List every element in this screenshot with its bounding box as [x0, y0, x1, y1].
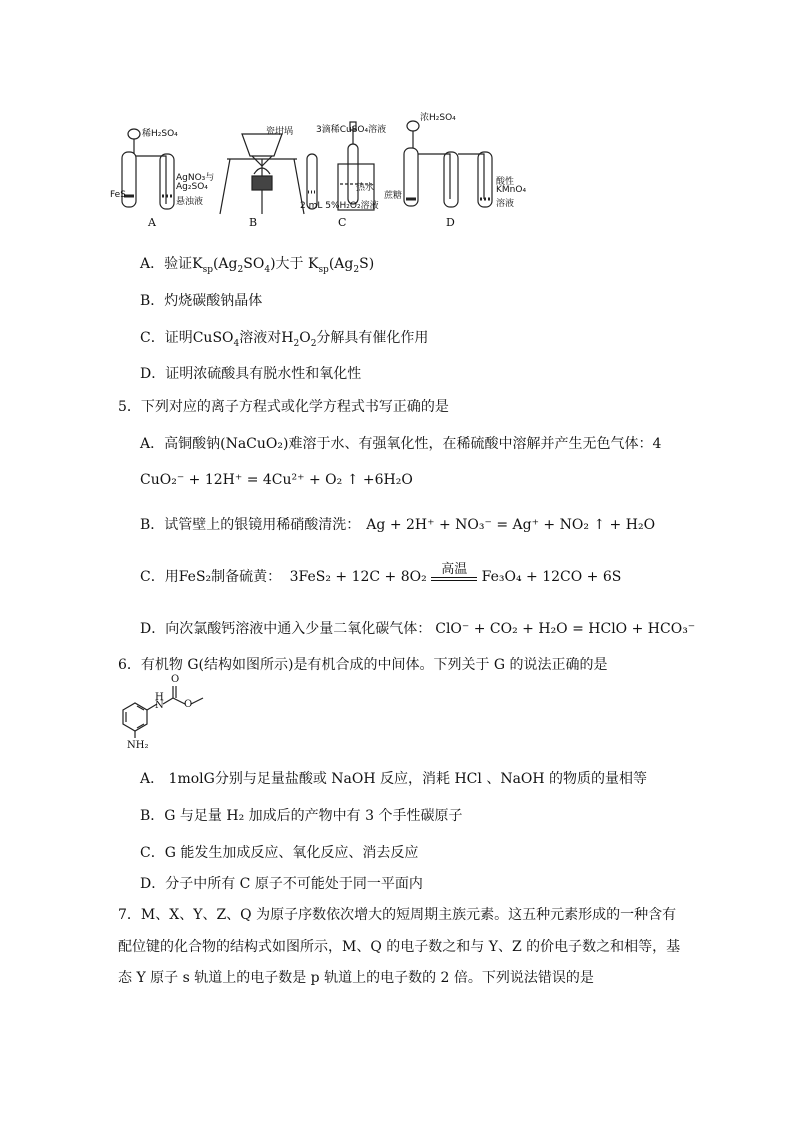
q5-stem: 5．下列对应的离子方程式或化学方程式书写正确的是 — [118, 399, 449, 415]
label-a-sol3: 悬浊液 — [176, 197, 204, 207]
q7-line3: 态 Y 原子 s 轨道上的电子数是 p 轨道上的电子数的 2 倍。下列说法错误的是 — [118, 970, 594, 986]
label-c-top: 3滴稀CuSO₄溶液 — [316, 125, 387, 135]
caption-a: A — [148, 216, 156, 229]
label-d-k1: 酸性 — [496, 177, 515, 187]
q7-line2: 配位键的化合物的结构式如图所示，M、Q 的电子数之和与 Y、Z 的价电子数之和相等，基 — [118, 939, 681, 955]
label-a-sol1: AgNO₃与 — [176, 173, 215, 183]
label-d-sugar: 蔗糖 — [384, 191, 403, 201]
q6-stem: 6．有机物 G(结构如图所示)是有机合成的中间体。下列关于 G 的说法正确的是 — [118, 657, 608, 673]
mol-nh2: NH₂ — [127, 740, 149, 751]
mol-o-ester: O — [184, 699, 193, 710]
mol-o-top: O — [171, 674, 180, 685]
q5-option-a-line1: A．高铜酸钠(NaCuO₂)难溶于水、有强氧化性，在稀硫酸中溶解并产生无色气体：4 — [140, 436, 662, 452]
q4-option-b: B．灼烧碳酸钠晶体 — [140, 293, 263, 309]
q6-option-c: C．G 能发生加成反应、氧化反应、消去反应 — [140, 845, 419, 861]
caption-b: B — [249, 216, 258, 229]
q6-option-d: D．分子中所有 C 原子不可能处于同一平面内 — [140, 876, 423, 892]
label-d-acid: 浓H₂SO₄ — [420, 113, 456, 123]
label-b-crucible: 瓷坩埚 — [266, 127, 294, 137]
label-d-k3: 溶液 — [496, 199, 515, 209]
molecule-structure — [113, 674, 223, 760]
mol-h: H — [155, 692, 164, 703]
q5-option-d: D．向次氯酸钙溶液中通入少量二氧化碳气体： ClO⁻ + CO₂ + H₂O = HClO + HCO₃⁻ — [140, 621, 696, 637]
q6-option-b: B．G 与足量 H₂ 加成后的产物中有 3 个手性碳原子 — [140, 808, 463, 824]
label-c-bottom: 2 mL 5%H₂O₂溶液 — [300, 201, 379, 211]
q4-option-a: A．验证$K_{sp}(Ag_2SO_4)$大于 $K_{sp}(Ag_2S)$ — [140, 256, 375, 275]
q7-line1: 7．M、X、Y、Z、Q 为原子序数依次增大的短周期主族元素。这五种元素形成的一种含有 — [118, 907, 677, 923]
label-d-k2: KMnO₄ — [496, 185, 527, 195]
apparatus-figure — [112, 104, 542, 230]
q4-option-c: C．证明CuSO$_4$溶液对$H_2O_2$分解具有催化作用 — [140, 330, 429, 349]
caption-c: C — [338, 216, 347, 229]
q5-option-c: C．用FeS₂制备硫黄： 3FeS₂ + 12C + 8O₂ 高温 Fe₃O₄ + 12CO + 6S — [140, 562, 622, 585]
q5-option-a-line2: CuO₂⁻ + 12H⁺ = 4Cu²⁺ + O₂ ↑ +6H₂O — [140, 472, 413, 488]
q6-option-a: A． 1molG分别与足量盐酸或 NaOH 反应，消耗 HCl 、NaOH 的物质的量相等 — [140, 771, 648, 787]
label-a-acid: 稀H₂SO₄ — [142, 129, 178, 139]
label-a-sol2: Ag₂SO₄ — [176, 182, 208, 192]
q5-option-b: B．试管壁上的银镜用稀硝酸清洗： Ag + 2H⁺ + NO₃⁻ = Ag⁺ + NO₂ ↑ + H₂O — [140, 517, 656, 533]
mol-n: N — [155, 700, 164, 711]
q4-option-d: D．证明浓硫酸具有脱水性和氧化性 — [140, 366, 362, 382]
caption-d: D — [446, 216, 455, 229]
label-a-fes: FeS — [110, 190, 126, 200]
label-c-water: 热水 — [356, 183, 375, 193]
reaction-condition: 高温 — [431, 571, 477, 581]
